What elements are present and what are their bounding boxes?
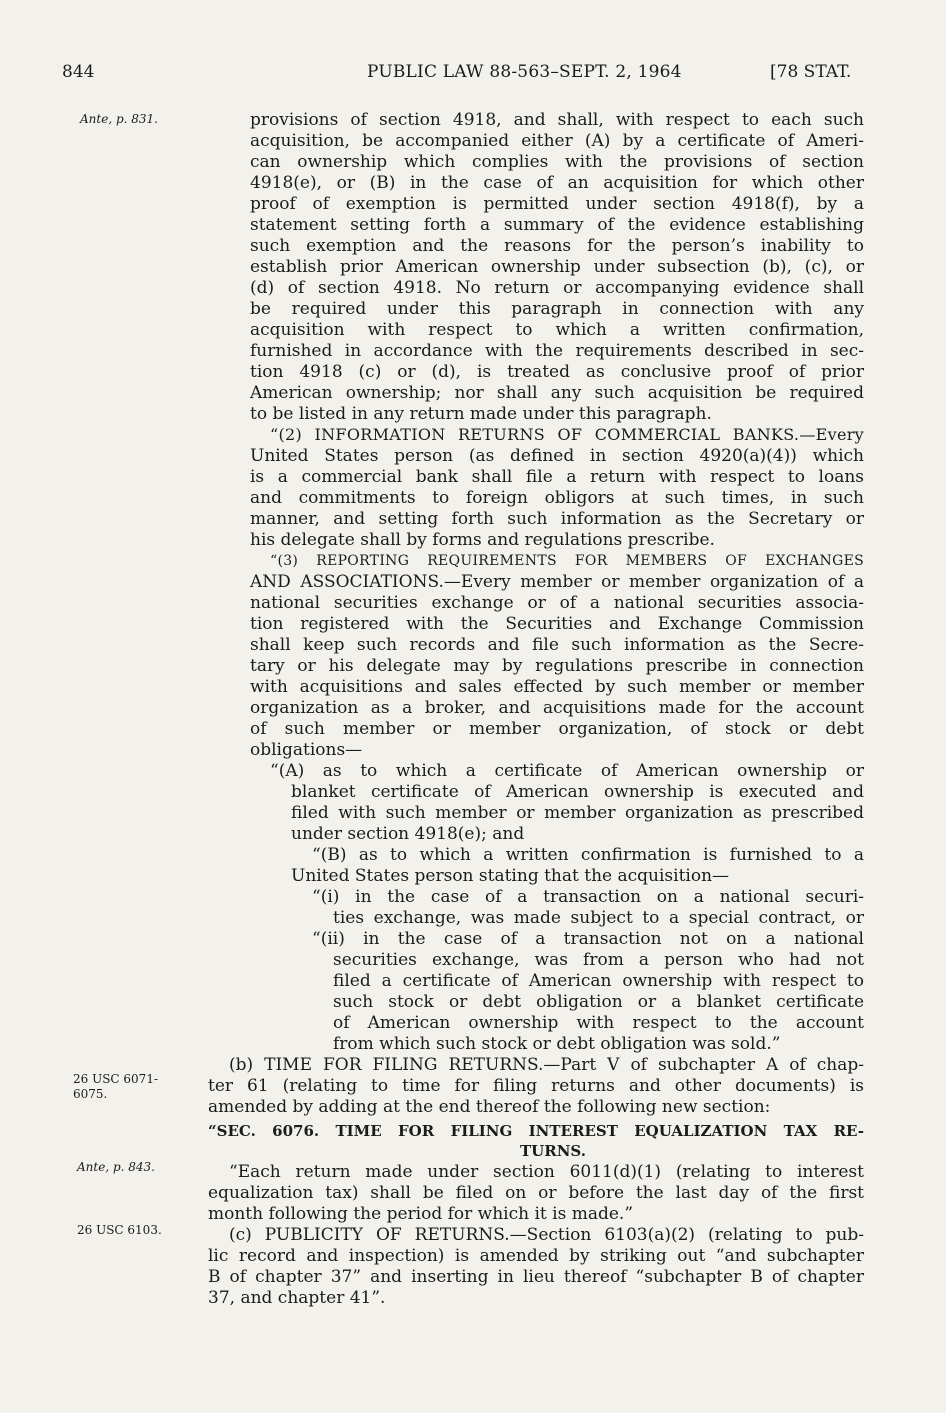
text-line: acquisition with respect to which a written confirmation, — [250, 320, 864, 340]
text-line: amended by adding at the end thereof the following new section: — [208, 1097, 771, 1117]
section-title-line: “SEC. 6076. TIME FOR FILING INTEREST EQUALIZATION TAX RE- — [208, 1122, 864, 1140]
page-title: PUBLIC LAW 88-563–SEPT. 2, 1964 — [367, 62, 682, 82]
text-line: (b) TIME FOR FILING RETURNS.—Part V of subchapter A of chap- — [229, 1055, 864, 1075]
text-line: is a commercial bank shall file a return with respect to loans — [250, 467, 864, 487]
text-line: acquisition, be accompanied either (A) by a certificate of Ameri- — [250, 131, 864, 151]
text-line: furnished in accordance with the requirements described in sec- — [250, 341, 864, 361]
page-header — [0, 62, 946, 86]
margin-note: 6075. — [73, 1087, 108, 1101]
margin-note: Ante, p. 843. — [77, 1160, 155, 1174]
text-line: manner, and setting forth such information as the Secretary or — [250, 509, 864, 529]
text-line: proof of exemption is permitted under section 4918(f), by a — [250, 194, 864, 214]
text-line: blanket certificate of American ownership is executed and — [291, 782, 864, 802]
statute-reference: [78 STAT. — [770, 62, 852, 82]
text-line: his delegate shall by forms and regulations prescribe. — [250, 530, 715, 550]
text-line: “(ii) in the case of a transaction not on a national — [312, 929, 864, 949]
margin-note: Ante, p. 831. — [80, 112, 158, 126]
text-line: American ownership; nor shall any such acquisition be required — [250, 383, 864, 403]
text-line: United States person stating that the acquisition— — [291, 866, 730, 886]
text-line: tion registered with the Securities and Exchange Commission — [250, 614, 864, 634]
text-line: “(A) as to which a certificate of American ownership or — [270, 761, 864, 781]
text-line: 37, and chapter 41”. — [208, 1288, 386, 1308]
text-line: “(i) in the case of a transaction on a national securi- — [312, 887, 864, 907]
text-line: be required under this paragraph in connection with any — [250, 299, 864, 319]
text-line: can ownership which complies with the provisions of section — [250, 152, 864, 172]
text-line: United States person (as defined in section 4920(a)(4)) which — [250, 446, 864, 466]
text-line: under section 4918(e); and — [291, 824, 525, 844]
text-line: B of chapter 37” and inserting in lieu thereof “subchapter B of chapter — [208, 1267, 864, 1287]
text-line: shall keep such records and file such information as the Secre- — [250, 635, 864, 655]
text-line: equalization tax) shall be filed on or before the last day of the first — [208, 1183, 864, 1203]
section-title-line: TURNS. — [520, 1142, 586, 1160]
text-line: statement setting forth a summary of the evidence establishing — [250, 215, 864, 235]
text-line: to be listed in any return made under this paragraph. — [250, 404, 712, 424]
text-line: “(B) as to which a written confirmation is furnished to a — [312, 845, 864, 865]
text-line: (d) of section 4918. No return or accompanying evidence shall — [250, 278, 864, 298]
text-line: (c) PUBLICITY OF RETURNS.—Section 6103(a)(2) (relating to pub- — [229, 1225, 864, 1245]
text-line: of American ownership with respect to the account — [333, 1013, 864, 1033]
text-line: such exemption and the reasons for the person’s inability to — [250, 236, 864, 256]
text-line: tion 4918 (c) or (d), is treated as conclusive proof of prior — [250, 362, 864, 382]
text-line: from which such stock or debt obligation was sold.” — [333, 1034, 781, 1054]
text-line: such stock or debt obligation or a blanket certificate — [333, 992, 864, 1012]
text-line: with acquisitions and sales effected by such member or member — [250, 677, 864, 697]
text-line: national securities exchange or of a national securities associa- — [250, 593, 864, 613]
section-heading-line: “(2) INFORMATION RETURNS OF COMMERCIAL BANKS.—Every — [270, 425, 864, 444]
text-line: filed a certificate of American ownership with respect to — [333, 971, 864, 991]
text-line: and commitments to foreign obligors at such times, in such — [250, 488, 864, 508]
section-heading-line: “(3) REPORTING REQUIREMENTS FOR MEMBERS OF EXCHANGES — [270, 553, 864, 569]
text-line: month following the period for which it is made.” — [208, 1204, 634, 1224]
text-line: filed with such member or member organization as prescribed — [291, 803, 864, 823]
text-line: ties exchange, was made subject to a special contract, or — [333, 908, 864, 928]
text-line: “Each return made under section 6011(d)(1) (relating to interest — [229, 1162, 864, 1182]
margin-note: 26 USC 6103. — [77, 1223, 162, 1237]
text-line: 4918(e), or (B) in the case of an acquisition for which other — [250, 173, 864, 193]
margin-note: 26 USC 6071- — [73, 1072, 159, 1086]
text-line: AND ASSOCIATIONS.—Every member or member organization of a — [250, 572, 864, 592]
text-line: ter 61 (relating to time for filing returns and other documents) is — [208, 1076, 864, 1096]
text-line: of such member or member organization, of stock or debt — [250, 719, 864, 739]
text-line: securities exchange, was from a person who had not — [333, 950, 864, 970]
text-line: lic record and inspection) is amended by striking out “and subchapter — [208, 1246, 864, 1266]
text-line: organization as a broker, and acquisitions made for the account — [250, 698, 864, 718]
text-line: establish prior American ownership under subsection (b), (c), or — [250, 257, 864, 277]
page-number: 844 — [62, 62, 95, 82]
text-line: obligations— — [250, 740, 363, 760]
text-line: tary or his delegate may by regulations prescribe in connection — [250, 656, 864, 676]
text-line: provisions of section 4918, and shall, with respect to each such — [250, 110, 864, 130]
